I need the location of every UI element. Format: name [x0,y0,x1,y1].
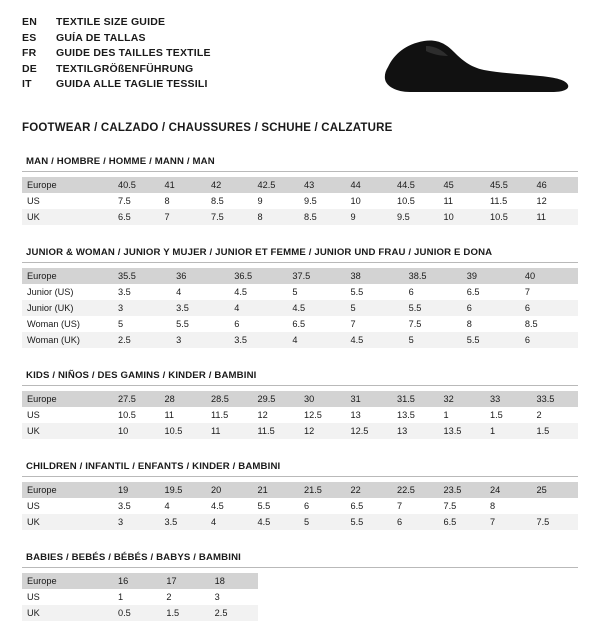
size-cell: 8 [490,501,496,511]
row-label: UK [22,423,113,439]
size-cell: 6 [234,319,240,329]
language-title: TEXTILE SIZE GUIDE [56,16,166,28]
row-label: Europe [22,268,113,284]
size-table-title: JUNIOR & WOMAN / JUNIOR Y MUJER / JUNIOR ET FEMME / JUNIOR UND FRAU / JUNIOR E DONA [26,247,493,258]
size-cell: 5 [118,319,124,329]
size-table-title: BABIES / BEBÉS / BÉBÉS / BABYS / BAMBINI [26,552,241,563]
size-cell: 13.5 [439,423,486,439]
size-cell: 7.5 [118,196,131,206]
size-cell: 8 [164,196,170,206]
table-row [22,300,578,316]
size-cell: 46 [532,177,579,193]
table-row [22,605,258,621]
language-code: EN [22,16,37,28]
size-tables-root [22,156,578,621]
size-cell: 43 [299,177,346,193]
size-cell: 31.5 [392,391,439,407]
size-cell: 4.5 [211,501,224,511]
size-cell: 12 [257,410,268,420]
row-label: Europe [22,391,113,407]
size-cell: 4.5 [287,300,345,316]
size-cell: 11 [443,196,454,206]
size-table-title: KIDS / NIÑOS / DES GAMINS / KINDER / BAMBINI [26,370,257,381]
size-cell: 1.5 [161,605,209,621]
size-cell: 3.5 [171,300,229,316]
size-cell: 6 [392,514,439,530]
size-cell: 5.5 [350,287,364,297]
size-cell: 8 [466,319,472,329]
row-label: Europe [22,177,113,193]
size-cell: 44 [346,177,393,193]
dress-shoe-icon [380,34,570,96]
size-cell: 27.5 [113,391,160,407]
size-cell: 20 [206,482,253,498]
size-cell: 45.5 [485,177,532,193]
size-cell: 38.5 [404,268,462,284]
row-label: Woman (US) [27,319,80,329]
size-cell: 13 [350,410,361,420]
size-cell: 18 [210,573,258,589]
table-row [22,268,578,284]
size-cell [532,498,579,514]
size-cell: 8.5 [211,196,224,206]
size-cell: 24 [485,482,532,498]
row-label: US [27,196,40,206]
language-code: IT [22,78,32,90]
size-cell: 7 [397,501,403,511]
size-cell: 17 [161,573,209,589]
language-title: GUIDE DES TAILLES TEXTILE [56,47,211,59]
size-cell: 21.5 [299,482,346,498]
table-row [22,498,578,514]
size-cell: 9 [257,196,263,206]
size-cell: 28 [160,391,207,407]
size-cell: 10.5 [397,196,415,206]
size-cell: 29.5 [253,391,300,407]
size-cell: 4 [287,332,345,348]
size-cell: 11 [532,209,579,225]
size-cell: 12.5 [304,410,322,420]
size-table [22,268,578,348]
size-cell: 1 [118,592,124,602]
size-cell: 0.5 [113,605,161,621]
size-cell: 4 [206,514,253,530]
size-cell: 6.5 [439,514,486,530]
table-row [22,316,578,332]
size-cell: 2 [536,410,542,420]
size-cell: 5.5 [404,300,462,316]
size-cell: 41 [160,177,207,193]
size-cell: 37.5 [287,268,345,284]
row-label: Europe [22,482,113,498]
size-cell: 4 [164,501,170,511]
size-cell: 5.5 [257,501,271,511]
size-cell: 28.5 [206,391,253,407]
size-cell: 33 [485,391,532,407]
size-cell: 36.5 [229,268,287,284]
size-cell: 11.5 [253,423,300,439]
table-row [22,391,578,407]
size-cell: 3 [171,332,229,348]
table-row [22,423,578,439]
size-cell: 22.5 [392,482,439,498]
size-cell: 40 [520,268,578,284]
size-cell: 4.5 [234,287,248,297]
size-cell: 11 [164,410,175,420]
size-cell: 9 [346,209,393,225]
size-cell: 4.5 [346,332,404,348]
size-cell: 6 [520,332,578,348]
divider [22,171,578,172]
size-cell: 1 [485,423,532,439]
size-table-group [22,461,578,530]
language-code: DE [22,62,37,75]
size-cell: 19.5 [160,482,207,498]
language-code: FR [22,47,37,59]
size-cell: 5.5 [462,332,520,348]
size-cell: 31 [346,391,393,407]
row-label: Junior (US) [27,287,74,297]
size-cell: 6.5 [350,501,364,511]
size-cell: 45 [439,177,486,193]
size-cell: 6 [304,501,310,511]
size-table-group [22,247,578,348]
table-row [22,407,578,423]
size-cell: 10.5 [160,423,207,439]
size-table-title: CHILDREN / INFANTIL / ENFANTS / KINDER / BAMBINI [26,461,281,472]
language-title: GUÍA DE TALLAS [56,31,146,44]
size-cell: 7.5 [206,209,253,225]
table-row [22,482,578,498]
size-cell: 12 [299,423,346,439]
divider [22,385,578,386]
size-cell: 7 [160,209,207,225]
size-cell: 8.5 [299,209,346,225]
size-cell: 36 [171,268,229,284]
size-cell: 3.5 [160,514,207,530]
table-row [22,193,578,209]
size-table-title: MAN / HOMBRE / HOMME / MANN / MAN [26,156,215,167]
language-title: GUIDA ALLE TAGLIE TESSILI [56,78,208,90]
size-cell: 3.5 [229,332,287,348]
size-table [22,391,578,439]
size-cell: 3 [214,592,220,602]
row-label: US [27,501,40,511]
size-cell: 6.5 [113,209,160,225]
size-cell: 39 [462,268,520,284]
size-cell: 10 [350,196,361,206]
size-cell: 6 [408,287,414,297]
size-cell: 42.5 [253,177,300,193]
size-cell: 6 [520,300,578,316]
size-cell: 5 [404,332,462,348]
row-label: UK [22,514,113,530]
row-label: Europe [22,573,113,589]
table-row [22,573,258,589]
size-cell: 7 [350,319,356,329]
size-cell: 1 [443,410,449,420]
row-label: UK [22,605,113,621]
language-title: TEXTILGRÖßENFÜHRUNG [56,62,194,75]
document-header [22,16,578,108]
size-cell: 10 [113,423,160,439]
table-row [22,332,578,348]
size-cell: 16 [113,573,161,589]
size-cell: 35.5 [113,268,171,284]
size-cell: 11 [206,423,253,439]
size-cell: 10.5 [485,209,532,225]
size-cell: 4 [229,300,287,316]
divider [22,262,578,263]
size-cell: 2.5 [113,332,171,348]
language-row [22,16,578,32]
row-label: US [27,410,40,420]
size-cell: 33.5 [532,391,579,407]
size-cell: 38 [346,268,404,284]
size-cell: 32 [439,391,486,407]
size-cell: 7.5 [408,319,422,329]
size-cell: 6.5 [292,319,306,329]
size-cell: 1.5 [490,410,503,420]
size-cell: 5 [346,300,404,316]
size-cell: 3 [113,514,160,530]
size-cell: 8 [253,209,300,225]
size-cell: 44.5 [392,177,439,193]
table-row [22,284,578,300]
divider [22,476,578,477]
table-row [22,514,578,530]
divider [22,567,578,568]
size-cell: 1.5 [532,423,579,439]
size-cell: 10.5 [118,410,136,420]
size-cell: 11.5 [490,196,508,206]
size-cell: 23.5 [439,482,486,498]
size-table [22,573,258,621]
size-cell: 5.5 [346,514,393,530]
row-label: UK [22,209,113,225]
size-cell: 12 [536,196,547,206]
size-table-group [22,370,578,439]
size-cell: 3.5 [118,501,131,511]
size-cell: 7 [524,287,530,297]
size-cell: 8.5 [524,319,538,329]
size-cell: 5 [299,514,346,530]
table-row [22,589,258,605]
size-cell: 7.5 [532,514,579,530]
size-cell: 5 [292,287,298,297]
size-cell: 2.5 [210,605,258,621]
size-cell: 9.5 [392,209,439,225]
size-cell: 10 [439,209,486,225]
size-cell: 13.5 [397,410,415,420]
row-label: Woman (UK) [22,332,113,348]
size-cell: 11.5 [211,410,229,420]
size-cell: 3 [113,300,171,316]
size-cell: 40.5 [113,177,160,193]
size-table [22,177,578,225]
size-cell: 22 [346,482,393,498]
size-cell: 4 [176,287,182,297]
size-table-group [22,156,578,225]
size-cell: 19 [113,482,160,498]
size-cell: 12.5 [346,423,393,439]
size-cell: 21 [253,482,300,498]
size-cell: 3.5 [118,287,131,297]
size-cell: 7 [485,514,532,530]
size-cell: 13 [392,423,439,439]
table-row [22,209,578,225]
size-cell: 6 [462,300,520,316]
size-cell: 6.5 [466,287,480,297]
size-table [22,482,578,530]
row-label: US [27,592,40,602]
size-cell: 5.5 [176,319,189,329]
size-cell: 42 [206,177,253,193]
size-table-group [22,552,578,621]
size-cell: 2 [166,592,172,602]
size-cell: 25 [532,482,579,498]
size-cell: 30 [299,391,346,407]
size-cell: 9.5 [304,196,317,206]
category-heading: FOOTWEAR / CALZADO / CHAUSSURES / SCHUHE / CALZATURE [22,122,393,134]
size-cell: 4.5 [253,514,300,530]
table-row [22,177,578,193]
size-cell: 7.5 [443,501,457,511]
language-code: ES [22,31,37,44]
row-label: Junior (UK) [22,300,113,316]
